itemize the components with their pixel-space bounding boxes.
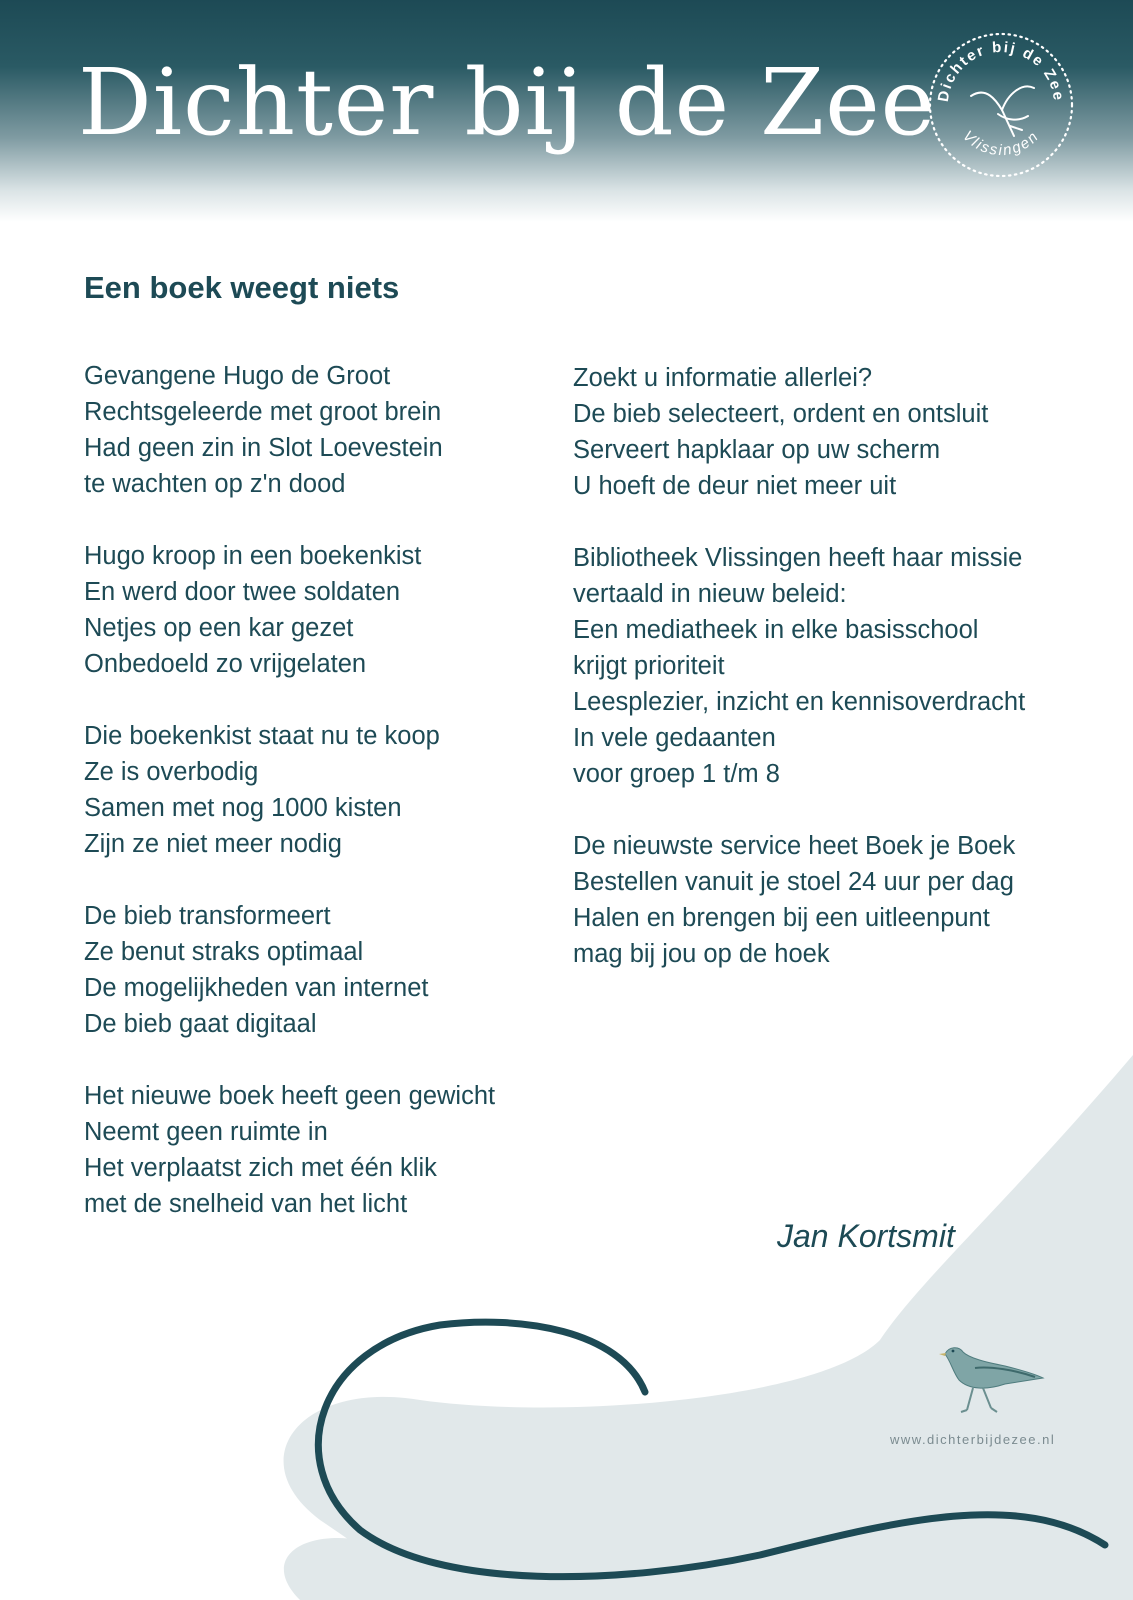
poem-line: De mogelijkheden van internet: [84, 974, 429, 1002]
poem-line: De nieuwste service heet Boek je Boek: [573, 832, 1016, 860]
poem-line: Samen met nog 1000 kisten: [84, 794, 402, 822]
author-name: Jan Kortsmit: [777, 1218, 955, 1254]
poem-line: Serveert hapklaar op uw scherm: [573, 436, 941, 464]
left-stanza: [84, 538, 584, 682]
left-stanza: [84, 718, 584, 862]
poem-line: Een mediatheek in elke basisschool: [573, 616, 979, 644]
right-stanza: [573, 360, 1073, 504]
poem-line: krijgt prioriteit: [573, 652, 725, 680]
poem-line: De bieb selecteert, ordent en ontsluit: [573, 400, 989, 428]
poem-line: Had geen zin in Slot Loevestein: [84, 434, 443, 462]
seagull-icon: [935, 1340, 1047, 1420]
poem-line: Ze benut straks optimaal: [84, 938, 364, 966]
poem-line: voor groep 1 t/m 8: [573, 760, 780, 788]
right-stanza: [573, 828, 1073, 972]
poem-line: In vele gedaanten: [573, 724, 776, 752]
poem-title: Een boek weegt niets: [84, 270, 400, 305]
poem-line: met de snelheid van het licht: [84, 1190, 408, 1218]
header-banner: [0, 0, 1133, 222]
poem-line: vertaald in nieuw beleid:: [573, 580, 847, 608]
poem-line: En werd door twee soldaten: [84, 578, 401, 606]
logo-badge: [926, 30, 1076, 180]
poem-line: Zijn ze niet meer nodig: [84, 830, 342, 858]
poem-line: Bestellen vanuit je stoel 24 uur per dag: [573, 868, 1014, 896]
poem-line: Netjes op een kar gezet: [84, 614, 354, 642]
poem-line: Zoekt u informatie allerlei?: [573, 364, 873, 392]
website-url: www.dichterbijdezee.nl: [890, 1432, 1056, 1447]
poem-line: Die boekenkist staat nu te koop: [84, 722, 440, 750]
poem-line: De bieb transformeert: [84, 902, 331, 930]
poem-line: mag bij jou op de hoek: [573, 940, 830, 968]
poem-line: te wachten op z'n dood: [84, 470, 346, 498]
poem-column-right: [573, 360, 1073, 1008]
poem-line: U hoeft de deur niet meer uit: [573, 472, 897, 500]
header-title: Dichter bij de Zee: [78, 49, 937, 156]
poem-line: Het verplaatst zich met één klik: [84, 1154, 437, 1182]
poem-line: Halen en brengen bij een uitleenpunt: [573, 904, 990, 932]
logo-top-text: Dichter bij de Zee: [934, 38, 1068, 104]
poem-line: Rechtsgeleerde met groot brein: [84, 398, 442, 426]
poem-line: Bibliotheek Vlissingen heeft haar missie: [573, 544, 1023, 572]
poem-line: Neemt geen ruimte in: [84, 1118, 328, 1146]
poem-line: Onbedoeld zo vrijgelaten: [84, 650, 367, 678]
left-stanza: [84, 1078, 584, 1222]
poem-line: Leesplezier, inzicht en kennisoverdracht: [573, 688, 1026, 716]
poem-line: De bieb gaat digitaal: [84, 1010, 317, 1038]
poem-line: Gevangene Hugo de Groot: [84, 362, 391, 390]
poem-line: Hugo kroop in een boekenkist: [84, 542, 422, 570]
poem-column-left: [84, 358, 584, 1258]
poem-line: Het nieuwe boek heeft geen gewicht: [84, 1082, 496, 1110]
right-stanza: [573, 540, 1073, 792]
left-stanza: [84, 898, 584, 1042]
left-stanza: [84, 358, 584, 502]
logo-bottom-text: Vlissingen: [959, 127, 1043, 160]
poem-line: Ze is overbodig: [84, 758, 259, 786]
seagull-logo-icon: [971, 86, 1034, 136]
